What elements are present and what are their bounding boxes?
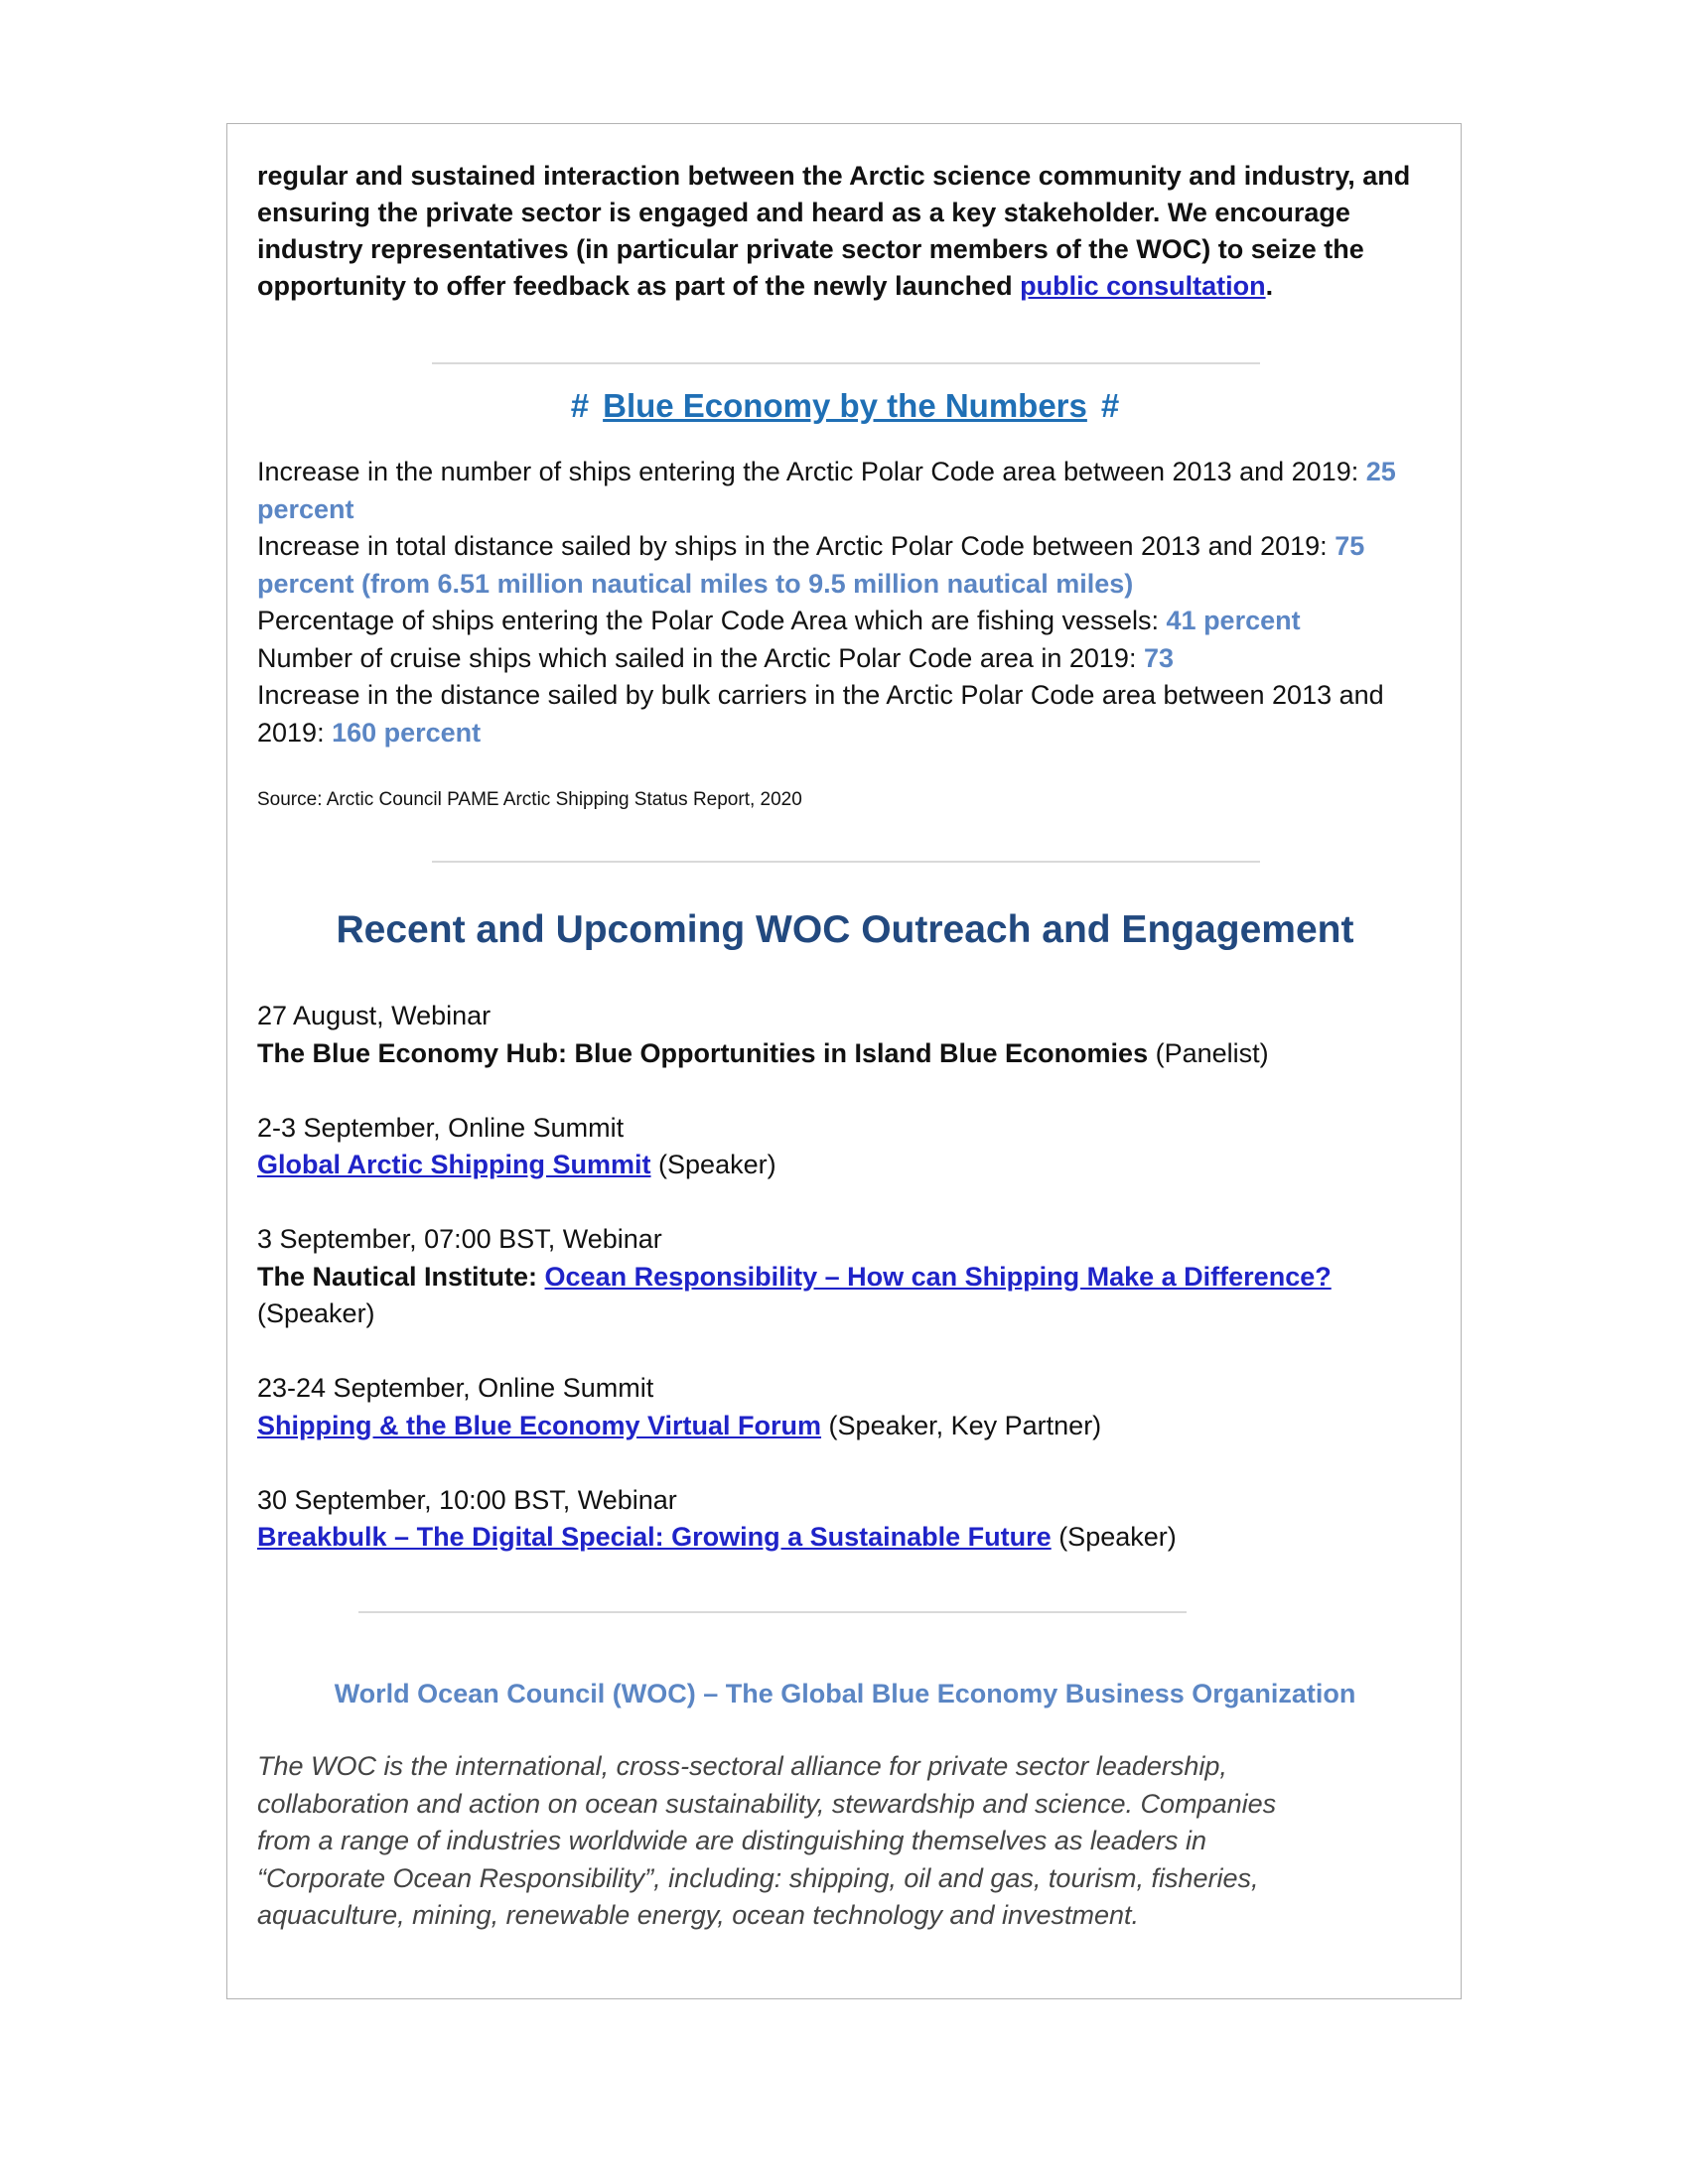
- event-date: 30 September, 10:00 BST, Webinar: [257, 1484, 677, 1515]
- stat-label: Number of cruise ships which sailed in the Arctic Polar Code area in 2019:: [257, 642, 1144, 673]
- event-date: 2-3 September, Online Summit: [257, 1112, 625, 1143]
- stats-list: [257, 454, 1439, 751]
- event-item: [257, 1482, 1439, 1557]
- intro-text: regular and sustained interaction between the Arctic science community and industry, and ensuring the private sector is engaged and heard as a key stakeholder. We encourage industry representatives (in particular private sector members of the WOC) to seize the opportunity to offer feedback as part of the newly launched: [257, 161, 1411, 301]
- stat-value: 41 percent: [1166, 606, 1301, 635]
- event-role: (Speaker): [257, 1298, 375, 1328]
- intro-paragraph: [257, 158, 1439, 305]
- event-item: [257, 1110, 1439, 1184]
- numbers-title: Blue Economy by the Numbers: [603, 387, 1087, 424]
- stat-value: 75 percent (from 6.51 million nautical miles to 9.5 million nautical miles): [257, 531, 1365, 599]
- stat-value: 160 percent: [332, 717, 482, 748]
- event-title: The Blue Economy Hub: Blue Opportunities in Island Blue Economies: [257, 1037, 1149, 1068]
- stat-value: 25 percent: [257, 457, 1396, 524]
- event-date: 23-24 September, Online Summit: [257, 1373, 654, 1403]
- hash-symbol-left: #: [570, 387, 590, 424]
- about-paragraph: The WOC is the international, cross-sectoral alliance for private sector leadership, collaboration and action on ocean sustainability, stewardship and science. Companies from a range of industries worldwide are distinguishing themselves as leaders in “Corporate Ocean Responsibility”, including: shipping, oil and gas, tourism, fisheries, aquaculture, mining, renewable energy, ocean technology and investment.: [257, 1751, 1277, 1930]
- stat-label: Increase in the number of ships entering the Arctic Polar Code area between 2013 and 2019:: [257, 457, 1366, 486]
- event-role: (Panelist): [1148, 1037, 1269, 1068]
- hash-symbol-right: #: [1100, 387, 1120, 424]
- events-list: [257, 998, 1439, 1593]
- event-link[interactable]: Ocean Responsibility – How can Shipping Make a Difference?: [544, 1261, 1332, 1292]
- divider: [358, 1611, 1187, 1613]
- public-consultation-link[interactable]: public consultation: [1020, 271, 1266, 301]
- event-date: 3 September, 07:00 BST, Webinar: [257, 1224, 662, 1254]
- about-heading: World Ocean Council (WOC) – The Global Blue Economy Business Organization: [334, 1679, 1356, 1708]
- event-item: [257, 1221, 1439, 1333]
- outreach-heading: Recent and Upcoming WOC Outreach and Engagement: [336, 908, 1354, 951]
- event-role: (Speaker): [1051, 1522, 1177, 1552]
- event-role: (Speaker): [650, 1150, 776, 1179]
- stat-item: [257, 603, 1439, 640]
- event-link[interactable]: Shipping & the Blue Economy Virtual Forum: [257, 1410, 822, 1440]
- stat-item: [257, 528, 1439, 603]
- divider: [432, 861, 1260, 863]
- event-role: (Speaker, Key Partner): [821, 1410, 1102, 1440]
- divider: [432, 362, 1260, 364]
- stat-label: Increase in total distance sailed by ships in the Arctic Polar Code between 2013 and 2019:: [257, 531, 1336, 561]
- event-item: [257, 998, 1439, 1072]
- source-note: Source: Arctic Council PAME Arctic Shipping Status Report, 2020: [257, 789, 802, 810]
- stat-item: [257, 677, 1439, 751]
- stat-label: Increase in the distance sailed by bulk carriers in the Arctic Polar Code area between 2013 and 2019:: [257, 680, 1384, 748]
- stat-label: Percentage of ships entering the Polar Code Area which are fishing vessels:: [257, 606, 1167, 635]
- event-link[interactable]: Breakbulk – The Digital Special: Growing a Sustainable Future: [257, 1522, 1052, 1552]
- event-item: [257, 1370, 1439, 1444]
- intro-period: .: [1265, 271, 1274, 301]
- event-link[interactable]: Global Arctic Shipping Summit: [257, 1150, 651, 1179]
- event-organizer: The Nautical Institute:: [257, 1261, 545, 1292]
- event-date: 27 August, Webinar: [257, 1001, 492, 1030]
- stat-item: [257, 640, 1439, 678]
- stat-value: 73: [1143, 642, 1174, 673]
- newsletter-page: [226, 123, 1462, 1999]
- numbers-heading: [227, 387, 1463, 425]
- stat-item: [257, 454, 1439, 528]
